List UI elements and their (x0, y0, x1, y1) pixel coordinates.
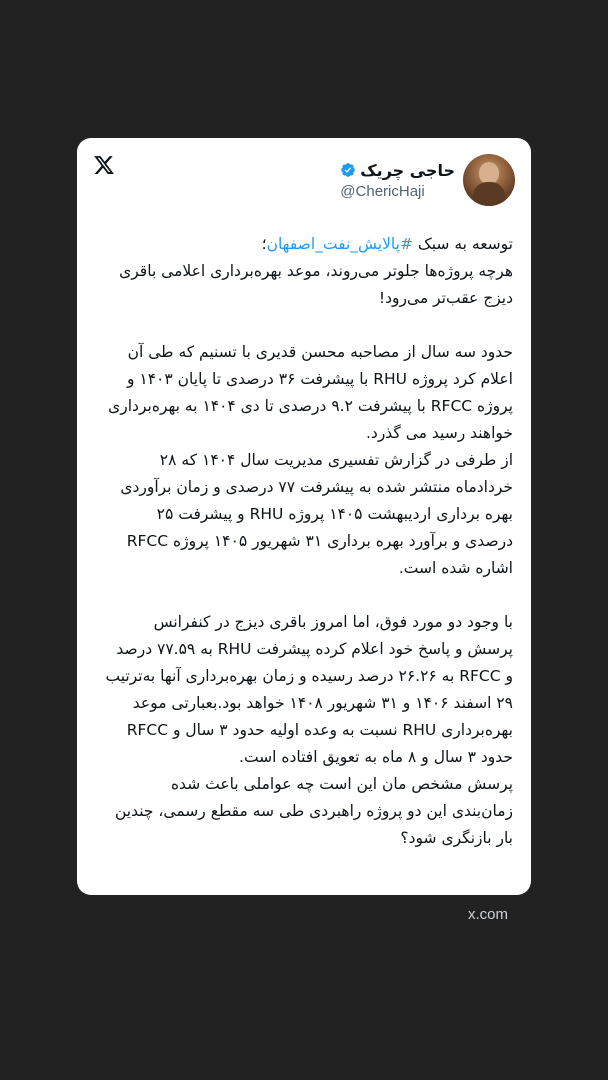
tweet-card (77, 138, 531, 895)
tweet-paragraph-3: از طرفی در گزارش تفسیری مدیریت سال ۱۴۰۴ که ۲۸ خردادماه منتشر شده به پیشرفت ۷۷ درصدی و زمان برآوردی بهره برداری اردیبهشت ۱۴۰۵ پروژه RHU و پیشرفت ۲۵ درصدی و برآورد بهره برداری ۳۱ شهریور ۱۴۰۵ پروژه RFCC اشاره شده است. (120, 451, 513, 577)
tweet-author[interactable] (340, 154, 515, 206)
hashtag-link[interactable]: #پالایش_نفت_اصفهان (266, 235, 413, 253)
avatar[interactable] (463, 154, 515, 206)
author-names (340, 161, 455, 200)
tweet-text (105, 231, 513, 852)
paragraph-gap (105, 312, 513, 339)
tweet-paragraph-1b: هرچه پروژه‌ها جلوتر می‌روند، موعد بهره‌برداری اعلامی باقری دیزج عقب‌تر می‌رود! (119, 262, 513, 307)
author-display-name[interactable]: حاجی چریک (360, 160, 455, 180)
tweet-paragraph-5: پرسش مشخص مان این است چه عواملی باعث شده زمان‌بندی این دو پروژه راهبردی طی سه مقطع رسمی، چندین بار بازنگری شود؟ (114, 775, 513, 847)
x-logo-icon[interactable] (93, 154, 115, 176)
tweet-header (93, 154, 515, 214)
tweet-paragraph-1 (105, 231, 513, 258)
author-handle[interactable]: @ChericHaji (340, 182, 425, 200)
author-name-row (340, 161, 455, 180)
intro-punct: ؛ (261, 235, 267, 253)
source-label: x.com (468, 906, 509, 923)
tweet-paragraph-2: حدود سه سال از مصاحبه محسن قدیری با تسنیم که طی آن اعلام کرد پروژه RHU با پیشرفت ۳۶ درصدی تا پایان ۱۴۰۳ و پروژه RFCC با پیشرفت ۹.۲ درصدی تا دی ۱۴۰۴ به بهره‌برداری خواهند رسید می گذرد. (108, 343, 513, 442)
paragraph-gap (105, 582, 513, 609)
tweet-paragraph-4: با وجود دو مورد فوق، اما امروز باقری دیزج در کنفرانس پرسش و پاسخ خود اعلام کرده پیشرفت RHU به ۷۷.۵۹ درصد و RFCC به ۲۶.۲۶ درصد رسیده و زمان بهره‌برداری آنها به‌ترتیب ۲۹ اسفند ۱۴۰۶ و ۳۱ شهریور ۱۴۰۸ خواهد بود.بعبارتی موعد بهره‌برداری RHU نسبت به وعده اولیه حدود ۳ سال و RFCC حدود ۳ سال و ۸ ماه به تعویق افتاده است. (105, 613, 513, 766)
intro-text: توسعه به سبک (412, 235, 513, 253)
verified-badge-icon (340, 162, 356, 178)
